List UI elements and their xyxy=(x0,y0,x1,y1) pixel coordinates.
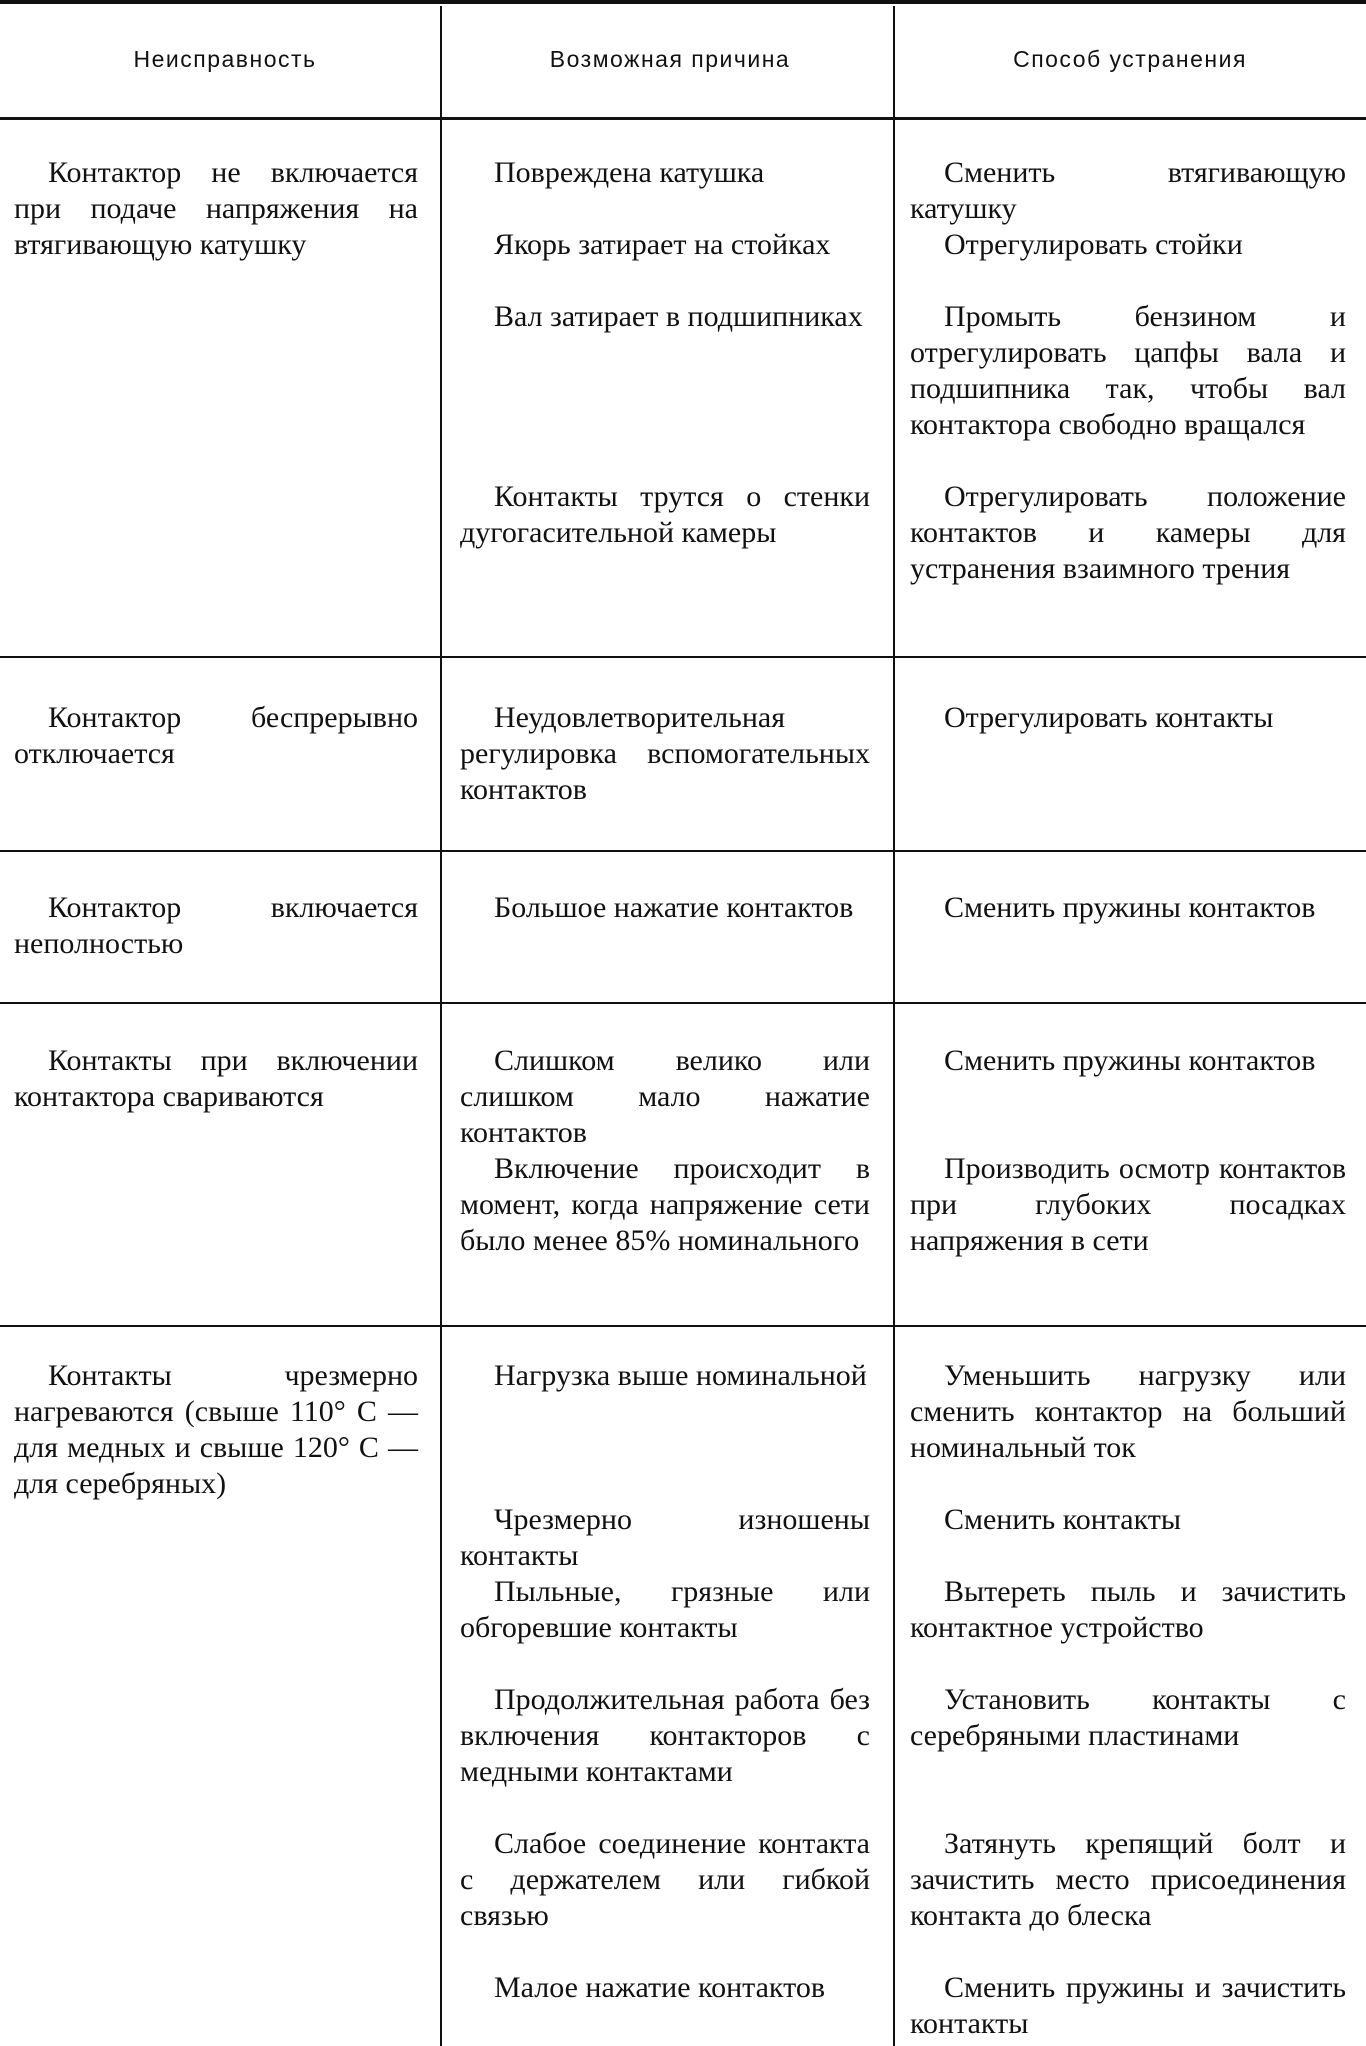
row-rule xyxy=(0,1325,1366,1327)
remedy-text: Производить осмотр контактов при глубоких посадках напряжения в сети xyxy=(910,1152,1346,1257)
row-rule xyxy=(0,1002,1366,1004)
fault-cell xyxy=(14,1358,418,1502)
cause-cell xyxy=(460,890,870,926)
remedy-text: Промыть бензином и отрегулировать цапфы вала и подшипника так, чтобы вал контактора свободно вращался xyxy=(910,300,1346,441)
remedy-text: Установить контакты с серебряными пластинами xyxy=(910,1683,1346,1752)
remedy-text: Сменить пружины контактов xyxy=(944,1044,1316,1077)
remedy-text: Уменьшить нагрузку или сменить контактор на больший номинальный ток xyxy=(910,1359,1346,1464)
remedy-text: Вытереть пыль и зачистить контактное устройство xyxy=(910,1575,1346,1644)
remedy-text: Отрегулировать стойки xyxy=(944,228,1243,261)
fault-text: Контактор беспрерывно отключается xyxy=(14,701,418,770)
cause-text: Неудовлетворительная регулировка вспомогательных контактов xyxy=(460,701,870,806)
cause-text: Чрезмерно изношены контакты xyxy=(460,1503,870,1572)
remedy-text: Отрегулировать положение контактов и камеры для устранения взаимного трения xyxy=(910,480,1346,585)
row-rule xyxy=(0,850,1366,852)
cause-text: Повреждена катушка xyxy=(494,156,765,189)
remedy-text: Затянуть крепящий болт и зачистить место присоединения контакта до блеска xyxy=(910,1827,1346,1932)
fault-cell xyxy=(14,700,418,772)
fault-cell xyxy=(14,155,418,263)
cause-text: Слабое соединение контакта с держателем или гибкой связью xyxy=(460,1827,870,1932)
cause-text: Контакты трутся о стенки дугогасительной камеры xyxy=(460,480,870,549)
cause-text: Нагрузка выше номинальной xyxy=(494,1359,867,1392)
cause-text: Продолжительная работа без включения контакторов с медными контактами xyxy=(460,1683,870,1788)
remedy-text: Отрегулировать контакты xyxy=(944,701,1274,734)
remedy-cell xyxy=(910,890,1346,926)
cause-text: Большое нажатие контактов xyxy=(494,891,854,924)
header-fault: Неисправность xyxy=(133,46,317,72)
header-rule xyxy=(0,117,1366,120)
cause-text: Вал затирает в подшипниках xyxy=(494,300,863,333)
row-rule xyxy=(0,656,1366,658)
cause-text: Пыльные, грязные или обгоревшие контакты xyxy=(460,1575,870,1644)
top-rule xyxy=(0,0,1366,4)
remedy-text: Сменить пружины и зачистить контакты xyxy=(910,1971,1346,2040)
cause-text: Якорь затирает на стойках xyxy=(494,228,831,261)
remedy-text: Сменить контакты xyxy=(944,1503,1182,1536)
remedy-text: Сменить втягивающую катушку xyxy=(910,156,1346,225)
cause-text: Слишком велико или слишком мало нажатие контактов xyxy=(460,1044,870,1149)
fault-text: Контактор включается неполностью xyxy=(14,891,418,960)
remedy-cell xyxy=(910,700,1346,736)
fault-text: Контактор не включается при подаче напряжения на втягивающую катушку xyxy=(14,156,418,261)
column-divider xyxy=(440,6,442,2046)
cause-text: Малое нажатие контактов xyxy=(494,1971,825,2004)
fault-cell xyxy=(14,890,418,962)
header-remedy: Способ устранения xyxy=(1013,46,1247,72)
cause-cell xyxy=(460,700,870,808)
header-cause: Возможная причина xyxy=(549,46,791,72)
fault-text: Контакты чрезмерно нагреваются (свыше 110° С — для медных и свыше 120° С — для серебряных) xyxy=(14,1359,418,1500)
fault-text: Контакты при включении контактора свариваются xyxy=(14,1044,418,1113)
cause-text: Включение происходит в момент, когда напряжение сети было менее 85% номинального xyxy=(460,1152,870,1257)
column-divider xyxy=(893,6,895,2046)
fault-cell xyxy=(14,1043,418,1115)
remedy-text: Сменить пружины контактов xyxy=(944,891,1316,924)
